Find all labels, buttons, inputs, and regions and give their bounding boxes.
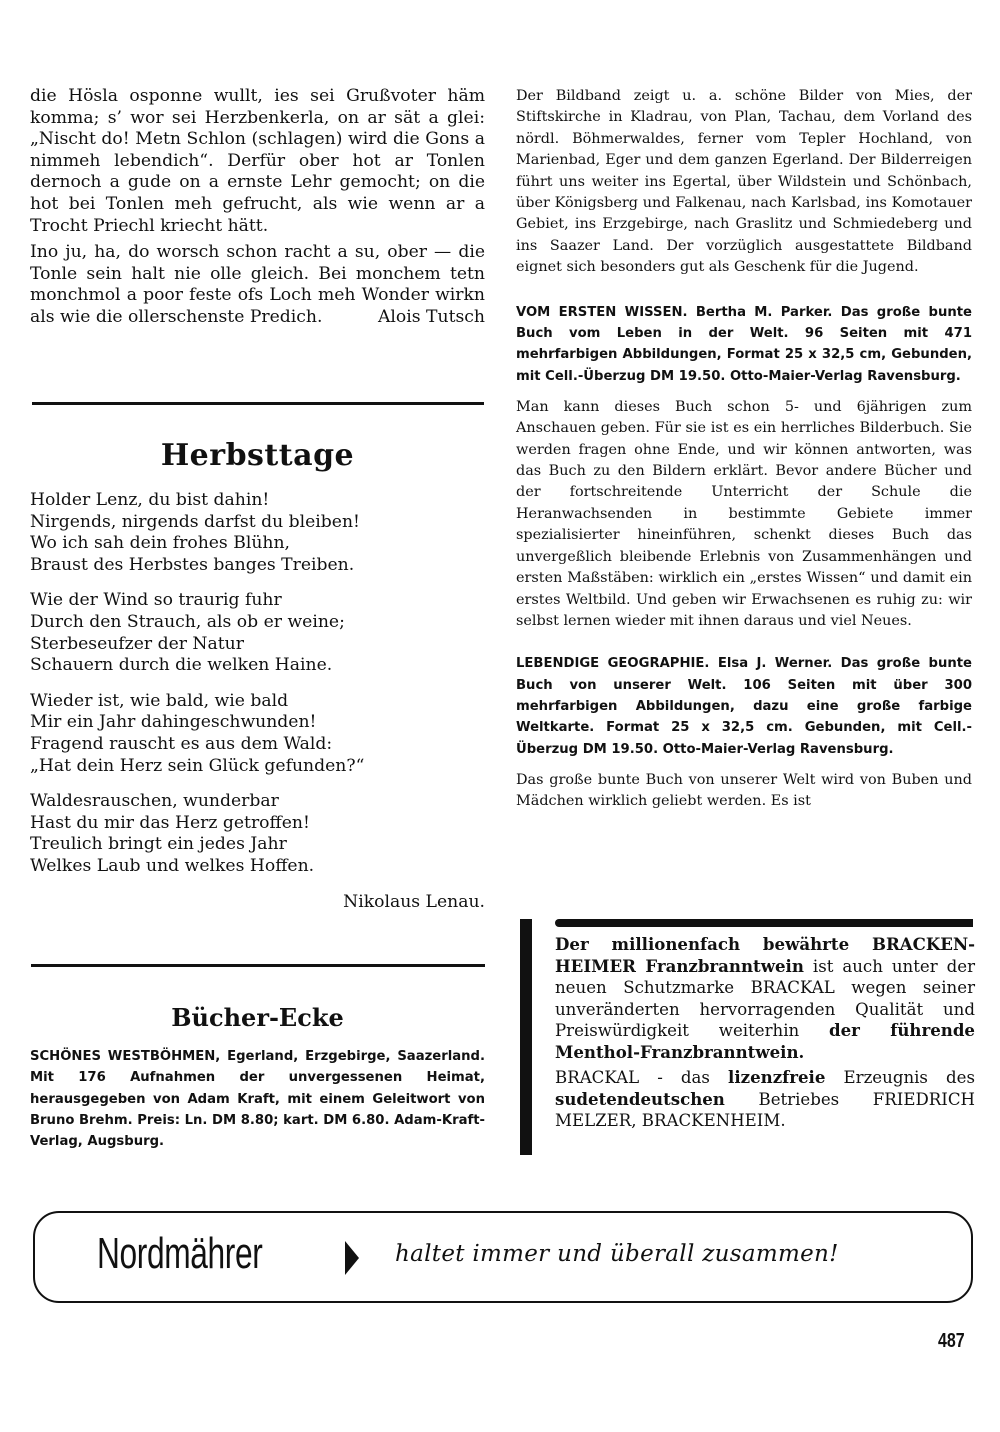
poem-line: Mir ein Jahr dahingeschwunden! (30, 712, 317, 733)
ad-text-run: Betriebes FRIEDRICH MELZER, BRACKENHEIM. (555, 1089, 975, 1130)
triangle-right-icon (345, 1241, 359, 1275)
nordmaehrer-banner (33, 1211, 973, 1303)
ad-bold-text: lizenzfreie (728, 1067, 826, 1087)
book-entry-heading: SCHÖNES WESTBÖHMEN, Egerland, Erzgebirge, Saazerland. Mit 176 Aufnahmen der unvergessenen Heimat, herausgegeben von Adam Kraft, mit einem Geleitwort von Bruno Brehm. Preis: Ln. DM 8.80; kart. DM 6.80. Adam-Kraft-Verlag, Augsburg. (30, 1049, 485, 1150)
poem-line: Sterbeseufzer der Natur (30, 633, 244, 654)
ad-text-run: ist auch unter der neuen Schutzmarke BRACKAL wegen seiner unveränderten hervorragenden Qualität und Preiswürdigkeit weiterhin (555, 956, 975, 1040)
ad-text-run: Erzeugnis des (825, 1068, 976, 1087)
poem-stanza (30, 791, 485, 877)
left-column (30, 86, 485, 329)
section-divider (32, 402, 484, 405)
ad-vertical-bar (520, 919, 532, 1155)
poem-line: Schauern durch die welken Haine. (30, 655, 333, 676)
banner-slogan: haltet immer und überall zusammen! (395, 1241, 839, 1267)
ad-bold-text: Der millionenfach bewährte BRACKENHEIMER Franzbranntwein (555, 934, 975, 976)
poem-line: Braust des Herbstes banges Treiben. (30, 554, 355, 575)
poem-line: Wie der Wind so traurig fuhr (30, 590, 282, 611)
ad-horizontal-bar (555, 919, 973, 927)
poem-stanza (30, 490, 485, 576)
ad-text-run: BRACKAL - das (555, 1068, 729, 1087)
ad-paragraph (555, 934, 975, 1063)
book-corner-title: Bücher-Ecke (171, 1003, 344, 1032)
story-author: Alois Tutsch (378, 306, 485, 327)
section-divider (31, 964, 485, 967)
poem-author: Nikolaus Lenau. (343, 891, 485, 912)
right-column (516, 86, 972, 813)
poem-line: Holder Lenz, du bist dahin! (30, 490, 270, 510)
book-review: Man kann dieses Buch schon 5- und 6jährigen zum Anschauen geben. Für sie ist es ein herrliches Bilderbuch. Sie werden fragen ohne Ende, und wir können antworten, was das Buch zu den Bildern erklärt. Bevor andere Bücher und der fortschreitende Unterricht der Schule die Heranwachsenden in bestimmte Gebiete immer spezialisierter hineinführen, schenkt dieses Buch das unvergeßlich bleibende Erlebnis von Zusammenhängen und ersten Maßstäben: wirklich ein „erstes Wissen“ und damit ein erstes Weltbild. Und geben wir Erwachsenen es ruhig zu: wir selbst lernen wieder mit ihnen daraus und viel Neues. (516, 398, 972, 629)
poem-line: „Hat dein Herz sein Glück gefunden?“ (30, 755, 365, 776)
ad-paragraph (555, 1067, 975, 1132)
ad-bold-text: der führende Menthol-Franzbranntwein. (555, 1020, 975, 1062)
ad-text (555, 934, 975, 1132)
book-entry-heading: VOM ERSTEN WISSEN. Bertha M. Parker. Das große bunte Buch vom Leben in der Welt. 96 Seiten mit 471 mehrfarbigen Abbildungen, Format 25 x 32,5 cm, Gebunden, mit Cell.-Überzug DM 19.50. Otto-Maier-Verlag Ravensburg. (516, 304, 972, 384)
story-paragraph-text: Ino ju, ha, do worsch schon racht a su, ober — die Tonle sein halt nie olle gleich. Bei monchem tetn monchmol a poor feste ofs Loch meh Wonder wirkn als wie die ollerschenste Predich. (30, 242, 485, 327)
ad-bold-text: sudetendeutschen (555, 1088, 725, 1109)
poem-line: Treulich bringt ein jedes Jahr (30, 834, 287, 855)
poem-line: Fragend rauscht es aus dem Wald: (30, 733, 333, 754)
poem-line: Nirgends, nirgends darfst du bleiben! (30, 511, 360, 532)
dialect-story (30, 86, 485, 329)
poem-stanza (30, 590, 485, 676)
brackal-advertisement (520, 916, 982, 1156)
poem-body (30, 490, 485, 878)
banner-brand: Nordmährer (97, 1229, 263, 1278)
poem-line: Hast du mir das Herz getroffen! (30, 812, 310, 833)
poem-section (30, 438, 485, 912)
story-paragraph (30, 242, 485, 328)
book-review: Das große bunte Buch von unserer Welt wird von Buben und Mädchen wirklich geliebt werden. Es ist (516, 771, 972, 810)
story-paragraph: die Hösla osponne wullt, ies sei Grußvoter häm komma; s’ wor sei Herzbenkerla, on ar sät a glei: „Nischt do! Metn Schlon (schlagen) wird die Gons a nimmeh lebendich“. Derfür ober hot ar Tonlen dernoch a gude on a ernste Lehr gemocht; on die hot bei Tonlen meh gefrucht, als wie wenn ar a Trocht Priechl kriecht hätt. (30, 86, 485, 236)
poem-line: Wieder ist, wie bald, wie bald (30, 690, 289, 711)
book-review: Der Bildband zeigt u. a. schöne Bilder von Mies, der Stiftskirche in Kladrau, von Plan, Tachau, dem Vorland des nördl. Böhmerwaldes, ferner vom Tepler Hochland, von Marienbad, Eger und dem ganzen Egerland. Der Bilderreigen führt uns weiter ins Egertal, über Wildstein und Schönbach, über Königsberg und Falkenau, nach Karlsbad, ins Komotauer Gebiet, ins Erzgebirge, nach Graslitz und Schmiedeberg und ins Saazer Land. Der vorzüglich ausgestattete Bildband eignet sich besonders gut als Geschenk für die Jugend. (516, 88, 972, 276)
poem-line: Wo ich sah dein frohes Blühn, (30, 533, 291, 554)
book-entry-heading: LEBENDIGE GEOGRAPHIE. Elsa J. Werner. Das große bunte Buch von unserer Welt. 106 Seiten mit über 300 mehrfarbigen Abbildungen, dazu eine große farbige Weltkarte. Format 25 x 32,5 cm. Gebunden, mit Cell.-Überzug DM 19.50. Otto-Maier-Verlag Ravensburg. (516, 656, 972, 757)
poem-line: Durch den Strauch, als ob er weine; (30, 611, 345, 632)
book-corner-start (30, 1003, 485, 1152)
poem-title: Herbsttage (160, 438, 355, 473)
poem-line: Welkes Laub und welkes Hoffen. (30, 855, 315, 876)
page-number: 487 (938, 1330, 965, 1352)
poem-line: Waldesrauschen, wunderbar (30, 791, 279, 812)
poem-stanza (30, 691, 485, 777)
